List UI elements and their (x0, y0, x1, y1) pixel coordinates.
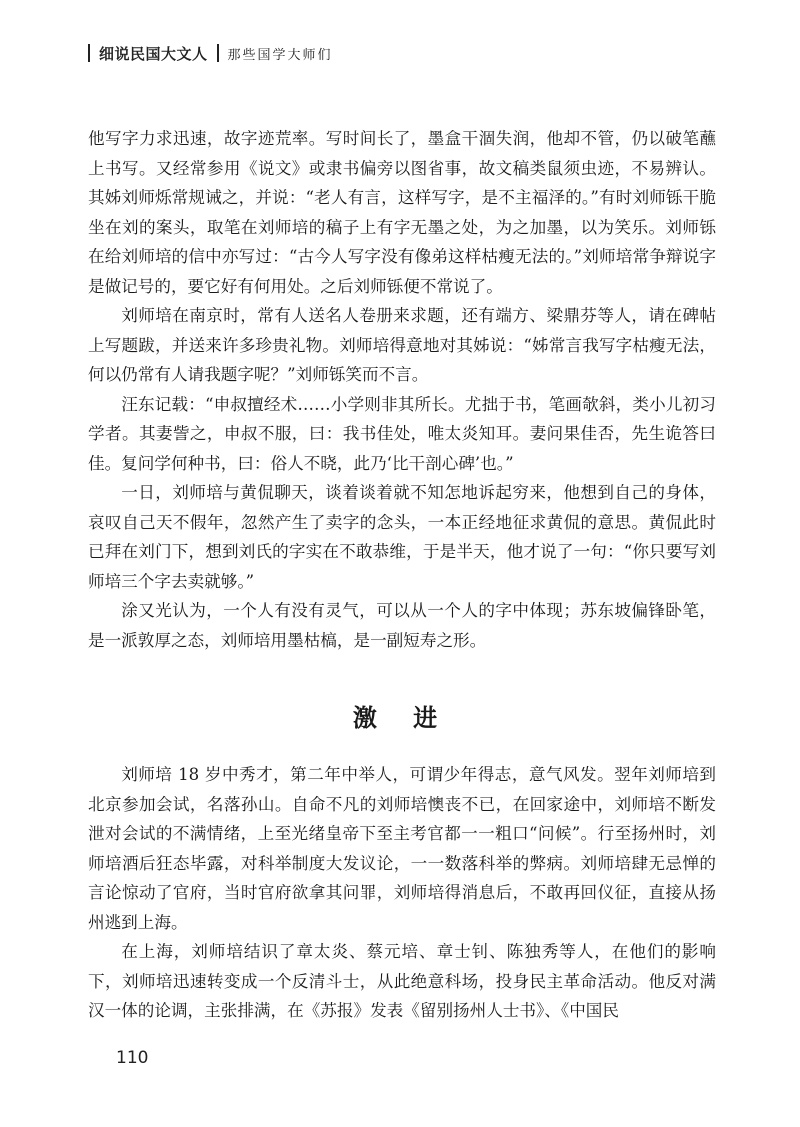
book-series-title: 细说民国大文人 (99, 44, 208, 63)
paragraph: 他写字力求迅速，故字迹荒率。写时间长了，墨盒干涸失润，他却不管，仍以破笔蘸上书写。又经常参用《说文》或隶书偏旁以图省事，故文稿类鼠须虫迹，不易辨认。其姊刘师烁常规诫之，并说：“老人有言，这样写字，是不主福泽的。”有时刘师铄干脆坐在刘的案头，取笔在刘师培的稿子上有字无墨之处，为之加墨，以为笑乐。刘师铄在给刘师培的信中亦写过：“古今人写字没有像弟这样枯瘦无法的。”刘师培常争辩说字是做记号的，要它好有何用处。之后刘师铄便不常说了。 (88, 129, 716, 296)
paragraph: 刘师培 18 岁中秀才，第二年中举人，可谓少年得志，意气风发。翌年刘师培到北京参加会试，名落孙山。自命不凡的刘师培懊丧不已，在回家途中，刘师培不断发泄对会试的不满情绪，上至光绪皇帝下至主考官都一一粗口“问候”。行至扬州时，刘师培酒后狂态毕露，对科举制度大发议论，一一数落科举的弊病。刘师培肆无忌惮的言论惊动了官府，当时官府欲拿其问罪，刘师培得消息后，不敢再回仪征，直接从扬州逃到上海。 (88, 765, 716, 932)
header-divider (88, 44, 90, 62)
running-header (88, 38, 333, 68)
section-heading: 激 进 (352, 704, 452, 732)
paragraph: 一日，刘师培与黄侃聊天，谈着谈着就不知怎地诉起穷来，他想到自己的身体，哀叹自己天不假年，忽然产生了卖字的念头，一本正经地征求黄侃的意思。黄侃此时已拜在刘门下，想到刘氏的字实在不敢恭维，于是半天，他才说了一句：“你只要写刘师培三个字去卖就够。” (88, 483, 716, 591)
paragraph: 在上海，刘师培结识了章太炎、蔡元培、章士钊、陈独秀等人，在他们的影响下，刘师培迅速转变成一个反清斗士，从此绝意科场，投身民主革命活动。他反对满汉一体的论调，主张排满，在《苏报》发表《留别扬州人士书》、《中国民 (88, 942, 716, 1020)
header-divider (217, 44, 219, 62)
body-text-bottom (88, 760, 716, 1026)
book-subtitle: 那些国学大师们 (227, 47, 333, 63)
paragraph: 刘师培在南京时，常有人送名人卷册来求题，还有端方、梁鼎芬等人，请在碑帖上写题跋，并送来许多珍贵礼物。刘师培得意地对其姊说：“姊常言我写字枯瘦无法，何以仍常有人请我题字呢？”刘师铄笑而不言。 (88, 306, 716, 384)
page-number: 110 (116, 1048, 149, 1068)
paragraph: 涂又光认为，一个人有没有灵气，可以从一个人的字中体现；苏东坡偏锋卧笔，是一派敦厚之态，刘师培用墨枯槁，是一副短寿之形。 (88, 601, 716, 650)
body-text-top (88, 124, 716, 655)
paragraph: 汪东记载：“申叔擅经术……小学则非其所长。尤拙于书，笔画欹斜，类小儿初习学者。其妻訾之，申叔不服，曰：我书佳处，唯太炎知耳。妻问果佳否，先生诡答曰佳。复问学何种书，曰：俗人不晓，此乃‘比干剖心碑’也。” (88, 394, 716, 473)
